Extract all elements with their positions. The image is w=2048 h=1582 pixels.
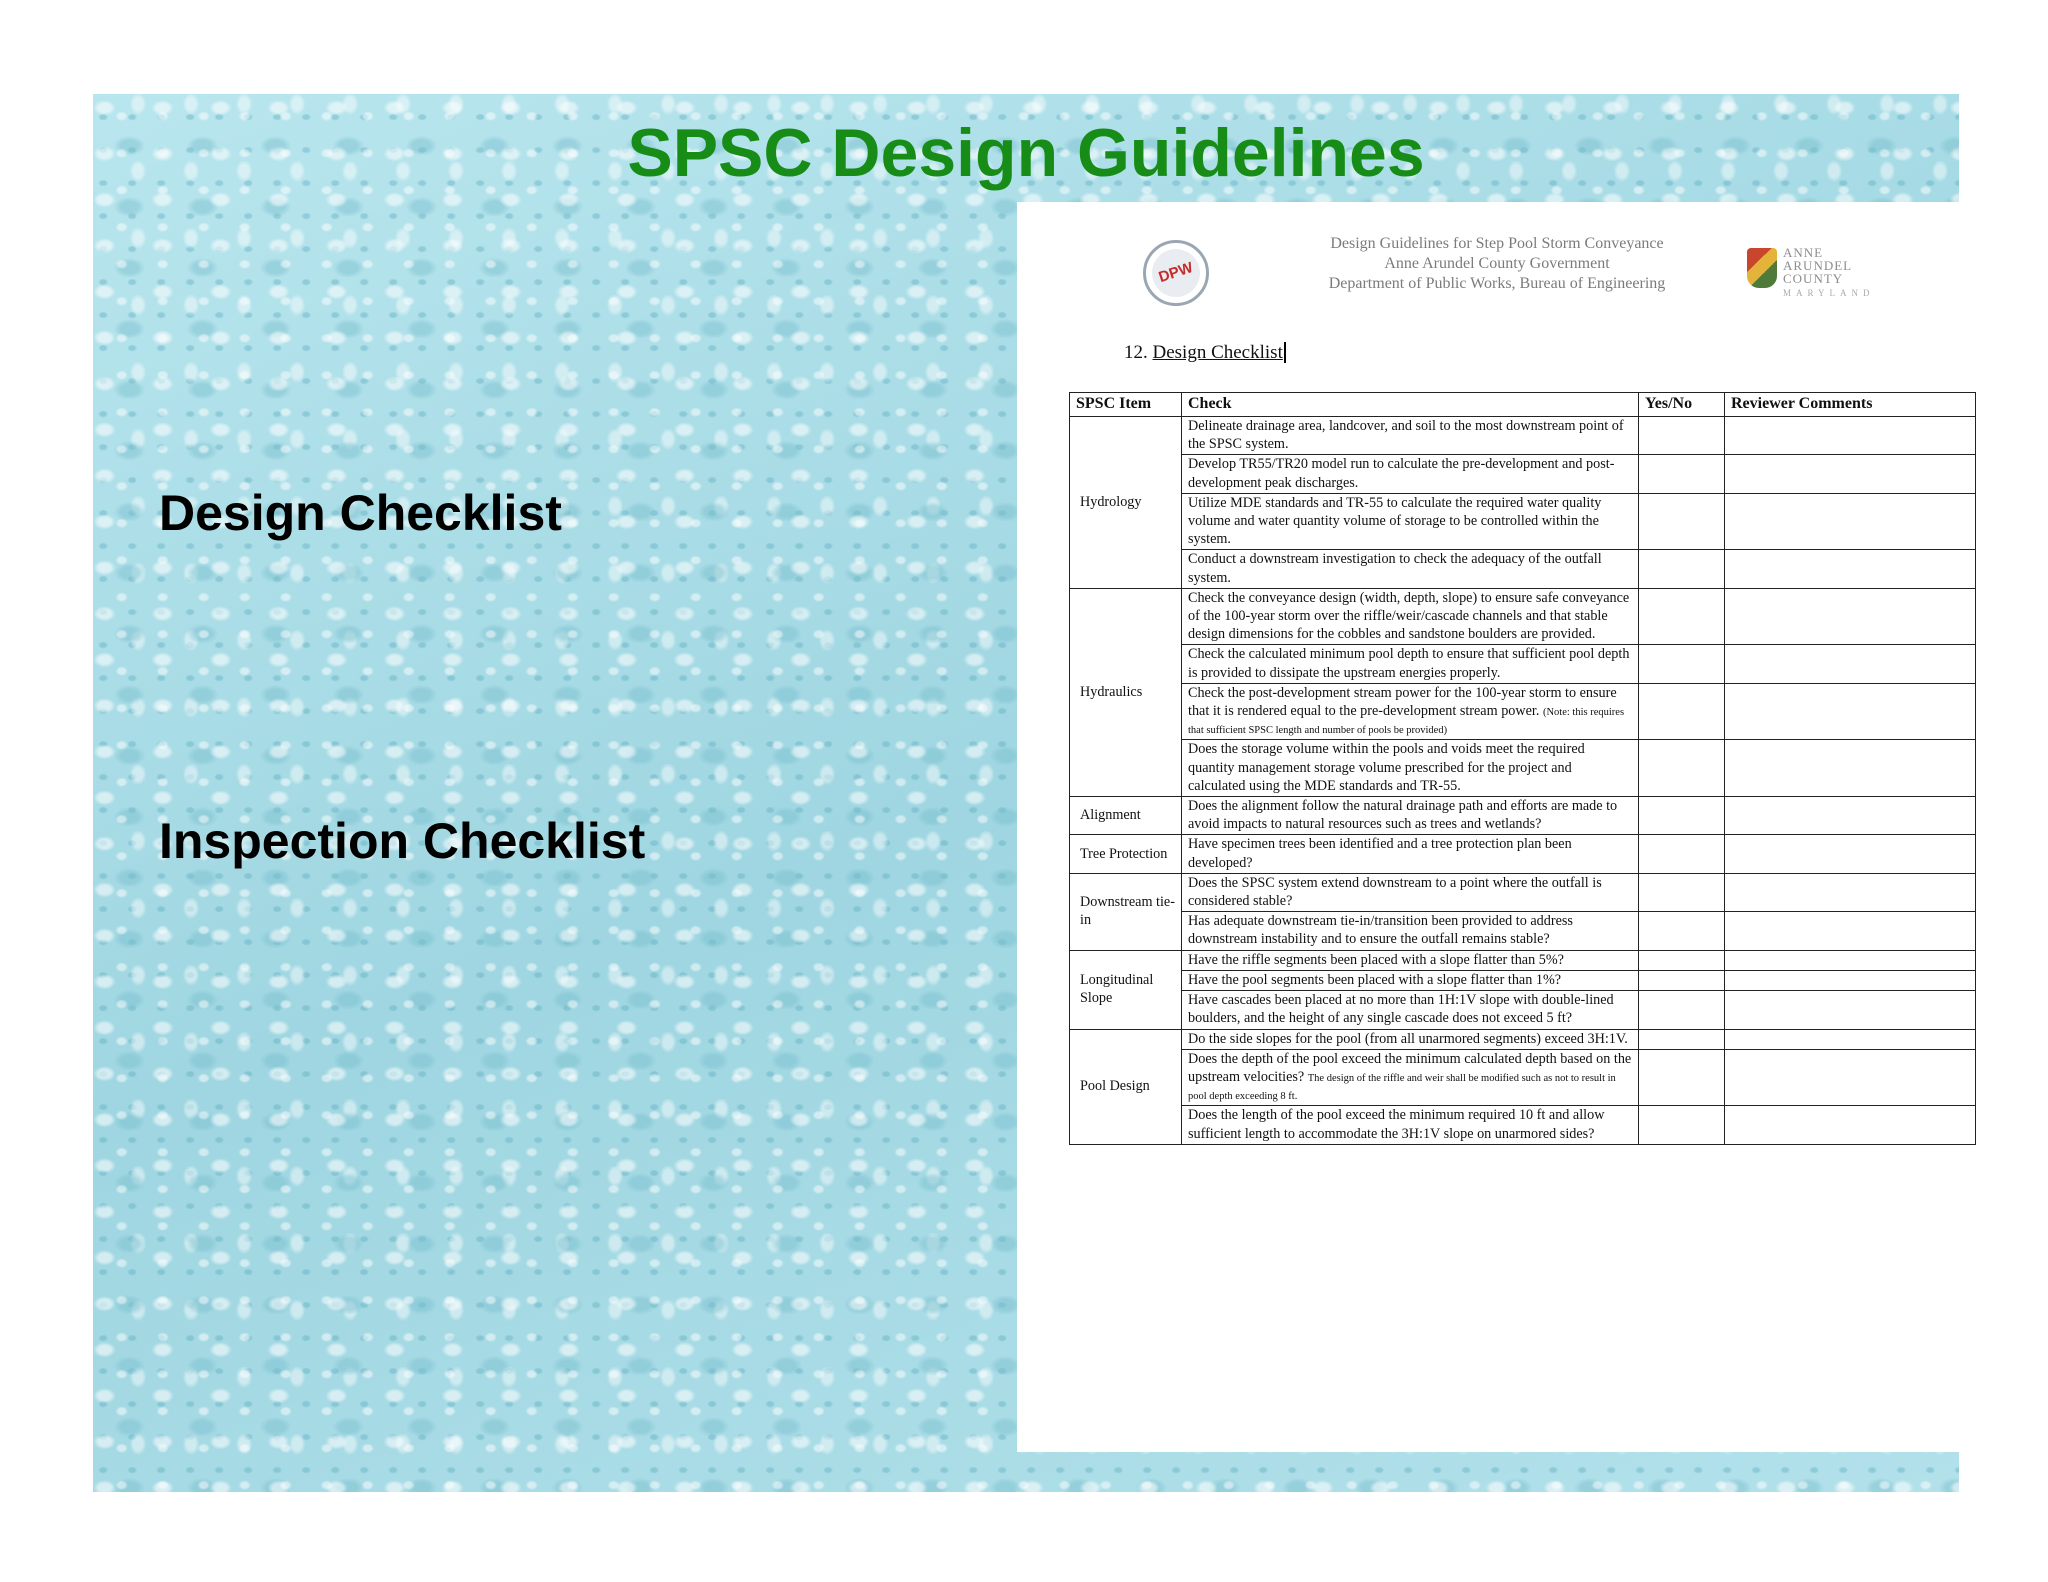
check-cell	[1182, 970, 1639, 990]
check-text: Has adequate downstream tie-in/transition been provided to address downstream instability and to ensure the outfall remains stable?	[1188, 913, 1573, 948]
yes-no-cell[interactable]	[1639, 588, 1725, 645]
yes-no-cell[interactable]	[1639, 645, 1725, 683]
table-header-row	[1070, 393, 1976, 417]
check-cell	[1182, 417, 1639, 455]
table-row	[1070, 912, 1976, 950]
check-cell	[1182, 645, 1639, 683]
check-text: Do the side slopes for the pool (from all unarmored segments) exceed 3H:1V.	[1188, 1030, 1628, 1047]
check-cell	[1182, 1106, 1639, 1144]
design-checklist-table	[1069, 392, 1976, 1145]
check-text: Utilize MDE standards and TR-55 to calculate the required water quality volume and water quantity volume of storage to be controlled within the system.	[1188, 494, 1602, 548]
reviewer-comments-cell[interactable]	[1725, 912, 1976, 950]
slide-background	[93, 94, 1959, 1492]
spsc-item-cell: Alignment	[1070, 797, 1182, 835]
table-row	[1070, 550, 1976, 588]
reviewer-comments-cell[interactable]	[1725, 873, 1976, 911]
check-text: Does the length of the pool exceed the minimum required 10 ft and allow sufficient length to accommodate the 3H:1V slope on unarmored sides?	[1188, 1107, 1605, 1142]
county-logo	[1747, 244, 1877, 300]
table-row	[1070, 835, 1976, 873]
header-line: Department of Public Works, Bureau of Engineering	[1328, 275, 1666, 292]
yes-no-cell[interactable]	[1639, 493, 1725, 550]
check-cell	[1182, 991, 1639, 1029]
reviewer-comments-cell[interactable]	[1725, 1029, 1976, 1049]
check-text: Have specimen trees been identified and a tree protection plan been developed?	[1188, 836, 1572, 871]
table-row	[1070, 797, 1976, 835]
yes-no-cell[interactable]	[1639, 455, 1725, 493]
check-cell	[1182, 588, 1639, 645]
yes-no-cell[interactable]	[1639, 1029, 1725, 1049]
check-note: (Note: this requires that sufficient SPSC length and number of pools be provided)	[1188, 707, 1625, 737]
check-note: The design of the riffle and weir shall be modified such as not to result in pool depth exceeding 8 ft.	[1188, 1072, 1616, 1103]
spsc-item-cell: Pool Design	[1070, 1029, 1182, 1144]
reviewer-comments-cell[interactable]	[1725, 1106, 1976, 1144]
spsc-item-cell: Tree Protection	[1070, 835, 1182, 873]
col-header-comments: Reviewer Comments	[1725, 393, 1976, 417]
slide-title: SPSC Design Guidelines	[627, 115, 1425, 191]
check-text: Have the riffle segments been placed with a slope flatter than 5%?	[1188, 951, 1564, 968]
spsc-item-cell: Hydraulics	[1070, 588, 1182, 796]
table-row	[1070, 991, 1976, 1029]
yes-no-cell[interactable]	[1639, 417, 1725, 455]
check-cell	[1182, 1029, 1639, 1049]
spsc-item-cell: Downstream tie-in	[1070, 873, 1182, 950]
section-heading	[1124, 342, 1286, 364]
check-cell	[1182, 912, 1639, 950]
col-header-yes-no: Yes/No	[1639, 393, 1725, 417]
reviewer-comments-cell[interactable]	[1725, 835, 1976, 873]
reviewer-comments-cell[interactable]	[1725, 455, 1976, 493]
check-text: Delineate drainage area, landcover, and soil to the most downstream point of the SPSC system.	[1188, 418, 1624, 453]
checklist-document	[1017, 202, 1997, 1452]
col-header-check: Check	[1182, 393, 1639, 417]
reviewer-comments-cell[interactable]	[1725, 797, 1976, 835]
reviewer-comments-cell[interactable]	[1725, 550, 1976, 588]
reviewer-comments-cell[interactable]	[1725, 417, 1976, 455]
yes-no-cell[interactable]	[1639, 550, 1725, 588]
table-row	[1070, 417, 1976, 455]
yes-no-cell[interactable]	[1639, 1106, 1725, 1144]
spsc-item-cell: Hydrology	[1070, 417, 1182, 589]
check-text: Have cascades been placed at no more than 1H:1V slope with double-lined boulders, and the height of any single cascade does not exceed 5 ft?	[1188, 992, 1614, 1027]
section-number: 12.	[1124, 342, 1148, 363]
inspection-checklist-label: Inspection Checklist	[159, 813, 646, 869]
yes-no-cell[interactable]	[1639, 950, 1725, 970]
county-seal-icon	[1747, 248, 1777, 288]
check-cell	[1182, 493, 1639, 550]
spsc-item-cell: Longitudinal Slope	[1070, 950, 1182, 1029]
yes-no-cell[interactable]	[1639, 873, 1725, 911]
yes-no-cell[interactable]	[1639, 835, 1725, 873]
check-text: Develop TR55/TR20 model run to calculate the pre-development and post-development peak discharges.	[1188, 456, 1615, 491]
yes-no-cell[interactable]	[1639, 970, 1725, 990]
county-logo-sub: MARYLAND	[1783, 288, 1875, 298]
reviewer-comments-cell[interactable]	[1725, 740, 1976, 797]
check-text: Check the conveyance design (width, depth, slope) to ensure safe conveyance of the 100-year storm over the riffle/weir/cascade channels and that stable design dimensions for the cobbles and sandstone boulders are provided.	[1188, 589, 1630, 643]
reviewer-comments-cell[interactable]	[1725, 645, 1976, 683]
header-line: Anne Arundel County Government	[1384, 255, 1610, 272]
yes-no-cell[interactable]	[1639, 991, 1725, 1029]
check-text: Conduct a downstream investigation to check the adequacy of the outfall system.	[1188, 551, 1602, 586]
yes-no-cell[interactable]	[1639, 683, 1725, 740]
yes-no-cell[interactable]	[1639, 740, 1725, 797]
check-text: Does the storage volume within the pools and voids meet the required quantity management storage volume prescribed for the project and calculated using the MDE standards and TR-55.	[1188, 741, 1585, 794]
check-cell	[1182, 873, 1639, 911]
check-cell	[1182, 1049, 1639, 1106]
county-logo-line: ANNE	[1783, 245, 1824, 260]
header-line: Design Guidelines for Step Pool Storm Conveyance	[1330, 235, 1664, 252]
check-cell	[1182, 550, 1639, 588]
county-logo-line: ARUNDEL	[1783, 258, 1853, 273]
table-row	[1070, 683, 1976, 740]
col-header-item: SPSC Item	[1070, 393, 1182, 417]
reviewer-comments-cell[interactable]	[1725, 991, 1976, 1029]
dpw-logo-text: DPW	[1146, 243, 1206, 303]
reviewer-comments-cell[interactable]	[1725, 588, 1976, 645]
check-text: Check the post-development stream power for the 100-year storm to ensure that it is rendered equal to the pre-development stream power.	[1188, 684, 1617, 720]
check-cell	[1182, 455, 1639, 493]
check-cell	[1182, 740, 1639, 797]
check-cell	[1182, 835, 1639, 873]
table-row	[1070, 455, 1976, 493]
reviewer-comments-cell[interactable]	[1725, 683, 1976, 740]
check-cell	[1182, 683, 1639, 740]
reviewer-comments-cell[interactable]	[1725, 1049, 1976, 1106]
document-header	[1287, 234, 1707, 294]
check-text: Does the alignment follow the natural drainage path and efforts are made to avoid impacts to natural resources such as trees and wetlands?	[1188, 798, 1618, 833]
table-row	[1070, 740, 1976, 797]
design-checklist-label: Design Checklist	[159, 485, 562, 541]
yes-no-cell[interactable]	[1639, 912, 1725, 950]
check-cell	[1182, 797, 1639, 835]
yes-no-cell[interactable]	[1639, 1049, 1725, 1106]
table-row	[1070, 1029, 1976, 1049]
section-title: Design Checklist	[1153, 342, 1286, 363]
table-body	[1070, 417, 1976, 1145]
reviewer-comments-cell[interactable]	[1725, 493, 1976, 550]
table-row	[1070, 588, 1976, 645]
table-row	[1070, 1049, 1976, 1106]
reviewer-comments-cell[interactable]	[1725, 950, 1976, 970]
county-logo-line: COUNTY	[1783, 271, 1844, 286]
check-text: Check the calculated minimum pool depth to ensure that sufficient pool depth is provided to dissipate the upstream energies properly.	[1188, 646, 1630, 681]
table-row	[1070, 873, 1976, 911]
table-row	[1070, 493, 1976, 550]
table-row	[1070, 645, 1976, 683]
check-cell	[1182, 950, 1639, 970]
check-text: Have the pool segments been placed with a slope flatter than 1%?	[1188, 971, 1562, 988]
check-text: Does the depth of the pool exceed the minimum calculated depth based on the upstream velocities?	[1188, 1050, 1632, 1085]
table-row	[1070, 1106, 1976, 1144]
table-row	[1070, 970, 1976, 990]
check-text: Does the SPSC system extend downstream to a point where the outfall is considered stable?	[1188, 874, 1602, 910]
table-row	[1070, 950, 1976, 970]
reviewer-comments-cell[interactable]	[1725, 970, 1976, 990]
yes-no-cell[interactable]	[1639, 797, 1725, 835]
dpw-logo	[1143, 240, 1209, 306]
